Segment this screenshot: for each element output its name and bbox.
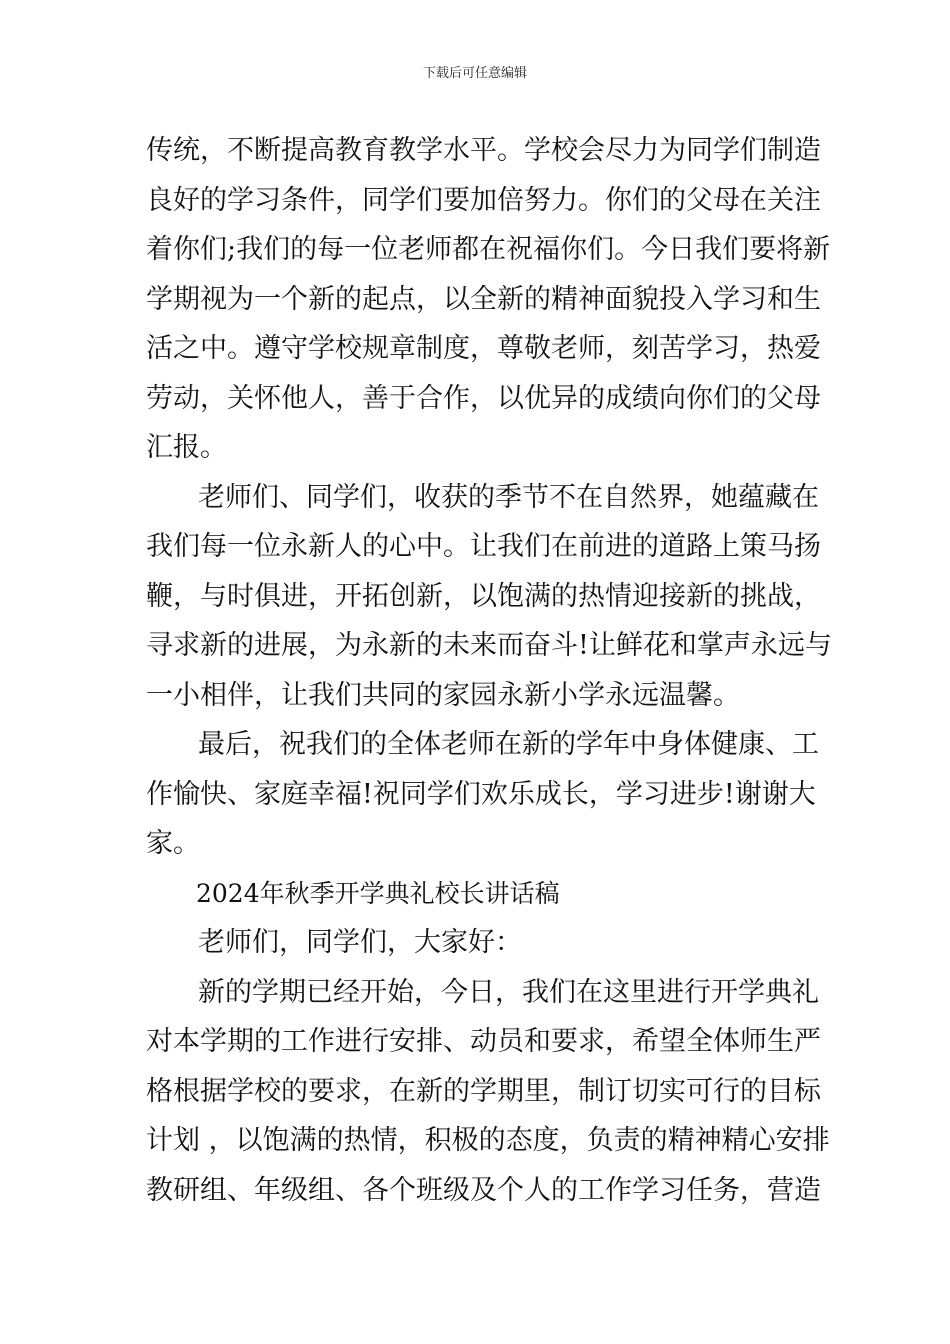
section-title: 2024年秋季开学典礼校长讲话稿 — [196, 878, 560, 908]
text-line: 汇报。 — [146, 432, 227, 463]
text-line: 家。 — [146, 828, 200, 859]
text-line: 新的学期已经开始，今日，我们在这里进行开学典礼 — [198, 976, 819, 1008]
page-header: 下载后可任意编辑 — [422, 66, 527, 81]
text-line: 老师们、同学们，收获的季节不在自然界，她蕴藏在 — [198, 481, 819, 513]
text-line: 最后，祝我们的全体老师在新的学年中身体健康、工 — [198, 729, 819, 760]
text-line: 格根据学校的要求，在新的学期里，制订切实可行的目标 — [146, 1075, 821, 1107]
paragraph-4 — [146, 968, 830, 1216]
greeting: 老师们，同学们，大家好： — [198, 927, 522, 958]
text-line: 一小相伴，让我们共同的家园永新小学永远温馨。 — [146, 679, 740, 711]
text-line: 活之中。遵守学校规章制度，尊敬老师，刻苦学习，热爱 — [146, 333, 821, 364]
paragraph-1 — [146, 126, 831, 473]
document-body — [146, 126, 832, 1215]
text-line: 良好的学习条件，同学们要加倍努力。你们的父母在关注 — [146, 184, 821, 216]
text-line: 教研组、年级组、各个班级及个人的工作学习任务，营造 — [146, 1174, 821, 1206]
text-line: 鞭，与时俱进，开拓创新，以饱满的热情迎接新的挑战， — [146, 580, 821, 612]
paragraph-3 — [146, 720, 819, 869]
text-line: 作愉快、家庭幸福!祝同学们欢乐成长，学习进步!谢谢大 — [146, 778, 816, 810]
paragraph-2 — [146, 473, 832, 721]
text-line: 着你们;我们的每一位老师都在祝福你们。今日我们要将新 — [146, 234, 831, 265]
text-line: 劳动，关怀他人，善于合作，以优异的成绩向你们的父母 — [146, 382, 821, 414]
text-line: 对本学期的工作进行安排、动员和要求，希望全体师生严 — [146, 1026, 821, 1057]
text-line: 我们每一位永新人的心中。让我们在前进的道路上策马扬 — [146, 531, 821, 562]
text-line: 计划 ，以饱满的热情，积极的态度，负责的精神精心安排 — [146, 1125, 830, 1156]
text-line: 传统，不断提高教育教学水平。学校会尽力为同学们制造 — [146, 135, 821, 166]
text-line: 学期视为一个新的起点，以全新的精神面貌投入学习和生 — [146, 283, 821, 315]
text-line: 寻求新的进展，为永新的未来而奋斗!让鲜花和掌声永远与 — [146, 630, 832, 661]
